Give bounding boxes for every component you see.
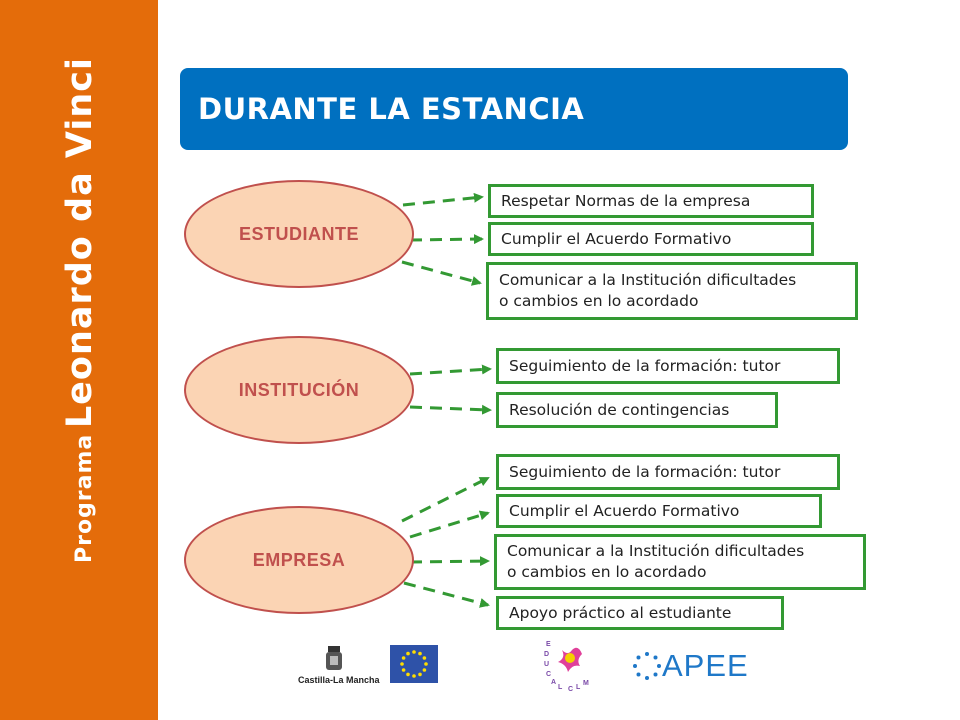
svg-text:C: C	[546, 671, 552, 678]
duty-text: Cumplir el Acuerdo Formativo	[509, 501, 740, 520]
arrow-empresa-3	[410, 561, 488, 562]
svg-text:U: U	[544, 661, 550, 668]
actor-label: ESTUDIANTE	[238, 223, 359, 244]
apee-logo-text: APEE	[662, 648, 749, 683]
svg-text:M: M	[583, 680, 589, 687]
actor-label: INSTITUCIÓN	[238, 379, 360, 400]
duty-box	[494, 534, 866, 590]
svg-text:L: L	[576, 684, 581, 691]
duty-box	[496, 596, 784, 630]
educa-clm-logo	[538, 636, 602, 692]
duty-box	[496, 494, 822, 528]
apee-logo	[632, 648, 749, 684]
eu-flag-logo	[390, 645, 438, 683]
arrow-estudiante-3	[402, 262, 480, 283]
eu-stars-icon	[390, 645, 438, 683]
duty-box	[488, 184, 814, 218]
arrow-empresa-2	[410, 513, 488, 537]
arrow-estudiante-1	[403, 197, 482, 205]
arrow-institucion-2	[410, 407, 490, 410]
arrow-institucion-1	[410, 369, 490, 374]
coat-of-arms-icon	[318, 644, 350, 674]
duty-text: Comunicar a la Institución dificultades o cambios en lo acordado	[499, 271, 797, 310]
duty-box	[496, 348, 840, 384]
duty-text: Apoyo práctico al estudiante	[509, 603, 732, 622]
duty-text: Seguimiento de la formación: tutor	[509, 462, 781, 481]
duty-text: Cumplir el Acuerdo Formativo	[501, 229, 732, 248]
duty-text: Comunicar a la Institución dificultades o cambios en lo acordado	[507, 542, 805, 581]
actor-empresa	[184, 506, 414, 614]
duty-text: Seguimiento de la formación: tutor	[509, 356, 781, 375]
arrow-empresa-1	[402, 478, 488, 521]
svg-text:D: D	[544, 651, 550, 658]
apee-circle-icon	[632, 651, 662, 681]
castilla-la-mancha-logo	[318, 644, 350, 674]
program-prefix: Programa	[72, 433, 97, 564]
duty-text: Respetar Normas de la empresa	[501, 191, 751, 210]
arrow-empresa-4	[404, 583, 488, 605]
page-title: DURANTE LA ESTANCIA	[198, 92, 585, 126]
duty-box	[488, 222, 814, 256]
svg-text:L: L	[558, 684, 563, 691]
svg-text:C: C	[568, 686, 574, 692]
castilla-la-mancha-label: Castilla-La Mancha	[298, 675, 380, 685]
actor-institucion	[184, 336, 414, 444]
educa-clm-icon	[538, 636, 602, 692]
actor-estudiante	[184, 180, 414, 288]
program-name: Leonardo da Vinci	[60, 56, 100, 429]
duty-box	[496, 392, 778, 428]
arrow-estudiante-2	[410, 239, 482, 240]
svg-text:E: E	[546, 641, 551, 648]
duty-text: Resolución de contingencias	[509, 400, 730, 419]
actor-label: EMPRESA	[252, 549, 346, 570]
svg-text:A: A	[551, 679, 557, 686]
duty-box	[496, 454, 840, 490]
duty-box	[486, 262, 858, 320]
